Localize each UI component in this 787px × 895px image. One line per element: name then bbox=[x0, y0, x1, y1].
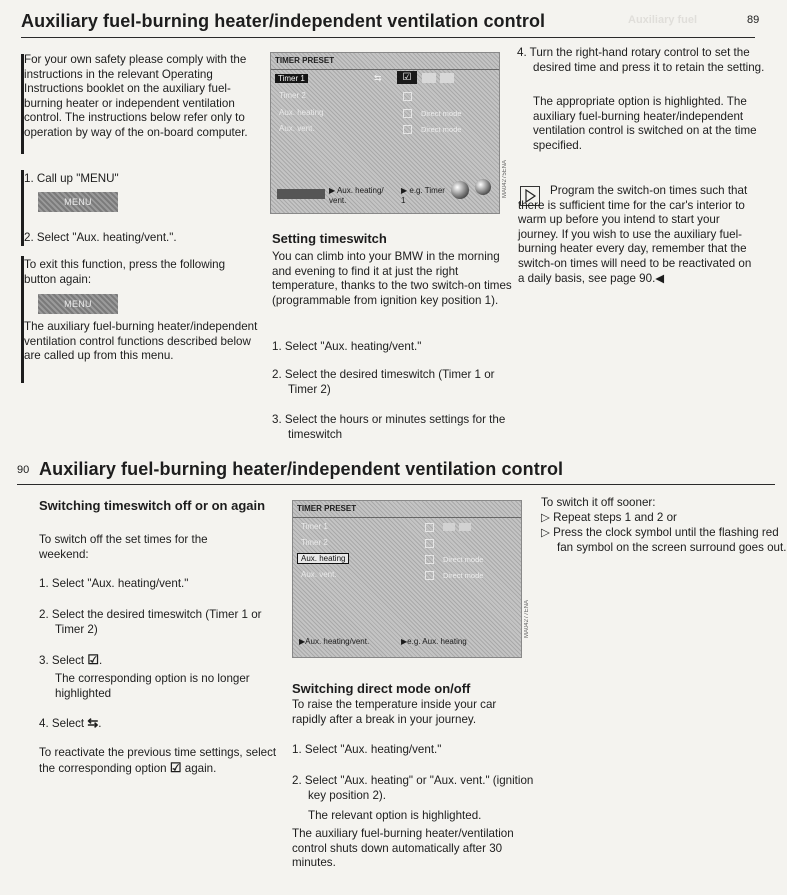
reactivate-text bbox=[39, 746, 283, 776]
direct-mode-heading: Switching direct mode on/off bbox=[292, 681, 471, 696]
switch-off-heading: Switching timeswitch off or on again bbox=[39, 498, 266, 513]
screen-title-2: TIMER PRESET bbox=[297, 504, 357, 513]
screen-item-aux-heating[interactable]: Aux. heating bbox=[297, 553, 349, 564]
switch-off-step3-result: The corresponding option is no longer highlighted bbox=[55, 672, 250, 700]
menu-button-2[interactable]: MENU bbox=[38, 294, 118, 314]
checkbox-timer2[interactable] bbox=[425, 539, 434, 548]
setting-step1: 1. Select "Aux. heating/vent." bbox=[272, 340, 422, 353]
shutdown-text: The auxiliary fuel-burning heater/ventilation control shuts down automatically after 30 minutes. bbox=[292, 827, 514, 870]
step2-text: 2. Select "Aux. heating/vent.". bbox=[24, 231, 177, 244]
direct-mode-label-2: Direct mode bbox=[421, 125, 462, 134]
step1-text: 1. Call up "MENU" bbox=[24, 172, 119, 185]
checkbox-aux-heating[interactable] bbox=[403, 109, 412, 118]
check-arrow-icon: ☑ bbox=[169, 759, 182, 775]
page-number-90: 90 bbox=[17, 464, 30, 476]
rotary-knob-icon[interactable] bbox=[451, 181, 469, 199]
step3-label: 3. Select bbox=[39, 654, 85, 667]
setting-step4: 4. Turn the right-hand rotary control to set the desired time and press it to retain the setting. bbox=[517, 46, 765, 74]
direct-mode-step2-result: The relevant option is highlighted. bbox=[308, 809, 482, 822]
figure-code: MA04275ENA bbox=[502, 160, 508, 199]
check-arrow-icon: ☑ bbox=[87, 652, 100, 667]
return-arrow-icon[interactable]: ⇆ bbox=[374, 73, 382, 83]
rotary-knob-icon-2[interactable] bbox=[475, 179, 491, 195]
checkbox-aux-heating[interactable] bbox=[425, 555, 434, 564]
direct-mode-step1: 1. Select "Aux. heating/vent." bbox=[292, 743, 442, 756]
page-title: Auxiliary fuel-burning heater/independent ventilation control bbox=[21, 11, 546, 31]
info-aux-heating-vent: ▶Aux. heating/vent. bbox=[299, 637, 370, 646]
minute-field[interactable] bbox=[440, 73, 454, 83]
setting-step2: 2. Select the desired timeswitch (Timer 1 or Timer 2) bbox=[272, 368, 495, 396]
check-arrow-icon[interactable]: ☑ bbox=[397, 71, 417, 84]
info-bar-block bbox=[277, 189, 325, 199]
minute-field[interactable] bbox=[459, 523, 471, 531]
setting-timeswitch-para: You can climb into your BMW in the morning and evening to find it at just the right temperature, thanks to the two switch-on times (programmable from ignition key position 1). bbox=[272, 250, 512, 307]
note-text: Program the switch-on times such that there is sufficient time for the car's interior to warm up before you intend to start your journey. If you wish to use the auxiliary fuel-burning heater every day, remember that the switch-on times will need to be reactivated on a daily basis, see page 90.◀ bbox=[518, 184, 752, 285]
direct-mode-label-2: Direct mode bbox=[443, 571, 484, 580]
checkbox-timer1[interactable] bbox=[425, 523, 434, 532]
screen-item-aux-heating[interactable]: Aux. heating bbox=[279, 108, 324, 117]
switch-off-para: To switch off the set times for the weekend: bbox=[39, 533, 208, 561]
screen-divider-2 bbox=[293, 517, 521, 518]
screen-item-aux-vent[interactable]: Aux. vent. bbox=[301, 570, 337, 579]
screen-divider bbox=[271, 69, 499, 70]
setting-timeswitch-heading: Setting timeswitch bbox=[272, 231, 387, 246]
page-title-2: Auxiliary fuel-burning heater/independent ventilation control bbox=[39, 459, 564, 479]
screen-item-timer2[interactable]: Timer 2 bbox=[279, 91, 306, 100]
exit-text: To exit this function, press the following button again: bbox=[24, 258, 226, 286]
figure-code-2: MA04277ENA bbox=[524, 600, 530, 639]
screen-item-aux-vent[interactable]: Aux. vent. bbox=[279, 124, 315, 133]
sooner-bullet-1: ▷ Repeat steps 1 and 2 or bbox=[541, 511, 677, 524]
info-aux-heating: ▶ Aux. heating/ vent. bbox=[329, 186, 384, 205]
direct-mode-step2: 2. Select "Aux. heating" or "Aux. vent." (ignition key position 2). bbox=[292, 774, 534, 802]
hour-field[interactable] bbox=[443, 523, 455, 531]
setting-step3: 3. Select the hours or minutes settings for the timeswitch bbox=[272, 413, 506, 441]
called-up-text: The auxiliary fuel-burning heater/independent ventilation control functions described below are called up from this menu. bbox=[24, 320, 258, 363]
title-rule-2 bbox=[17, 484, 775, 485]
switch-off-step2: 2. Select the desired timeswitch (Timer 1 or Timer 2) bbox=[39, 608, 262, 636]
info-example: ▶ e.g. Timer 1 bbox=[401, 186, 445, 205]
screen-item-timer1[interactable]: Timer 1 bbox=[301, 522, 328, 531]
info-example-2: ▶e.g. Aux. heating bbox=[401, 637, 467, 646]
checkbox-aux-vent[interactable] bbox=[425, 571, 434, 580]
info-aux-heating-vent-text: Aux. heating/vent. bbox=[305, 637, 370, 646]
hour-field[interactable] bbox=[422, 73, 436, 83]
bleed-through-title: Auxiliary fuel bbox=[628, 14, 698, 26]
direct-mode-label-1: Direct mode bbox=[421, 109, 462, 118]
intro-text: For your own safety please comply with the instructions in the relevant Operating Instructions booklet on the auxiliary fuel-burning heater or independent ventilation control. The instructions below refer only to operation by way of the on-board computer. bbox=[24, 53, 248, 139]
direct-mode-label-1: Direct mode bbox=[443, 555, 484, 564]
switch-off-step1: 1. Select "Aux. heating/vent." bbox=[39, 577, 189, 590]
again-label: again. bbox=[184, 761, 217, 775]
switch-sooner-text: To switch it off sooner: bbox=[541, 496, 656, 509]
info-aux-heating-text: Aux. heating/ vent. bbox=[329, 186, 384, 205]
info-example-text: e.g. Timer 1 bbox=[401, 186, 445, 205]
screen-item-timer2[interactable]: Timer 2 bbox=[301, 538, 328, 547]
checkbox-timer2[interactable] bbox=[403, 92, 412, 101]
screen-title: TIMER PRESET bbox=[275, 56, 335, 65]
setting-step4-result: The appropriate option is highlighted. The auxiliary fuel-burning heater/independent ventilation control is switched on at the time specified. bbox=[533, 95, 757, 152]
switch-off-step4: 4. Select ⇆. bbox=[39, 715, 102, 730]
direct-mode-para: To raise the temperature inside your car rapidly after a break in your journey. bbox=[292, 698, 497, 726]
timer-preset-screen bbox=[270, 52, 500, 214]
timer-preset-screen-2 bbox=[292, 500, 522, 658]
checkbox-aux-vent[interactable] bbox=[403, 125, 412, 134]
title-rule bbox=[21, 37, 755, 38]
reactivate-label: To reactivate the previous time settings, select the corresponding option bbox=[39, 746, 277, 775]
screen-item-timer1[interactable]: Timer 1 bbox=[275, 74, 308, 83]
page-number: 89 bbox=[747, 14, 760, 26]
switch-off-step3: 3. Select ☑. bbox=[39, 652, 103, 667]
sooner-bullet-2: ▷ Press the clock symbol until the flashing red fan symbol on the screen surround goes out. bbox=[541, 526, 787, 554]
return-arrow-icon: ⇆ bbox=[87, 715, 99, 730]
info-example-2-text: e.g. Aux. heating bbox=[407, 637, 467, 646]
menu-button[interactable]: MENU bbox=[38, 192, 118, 212]
step4-label: 4. Select bbox=[39, 717, 85, 730]
